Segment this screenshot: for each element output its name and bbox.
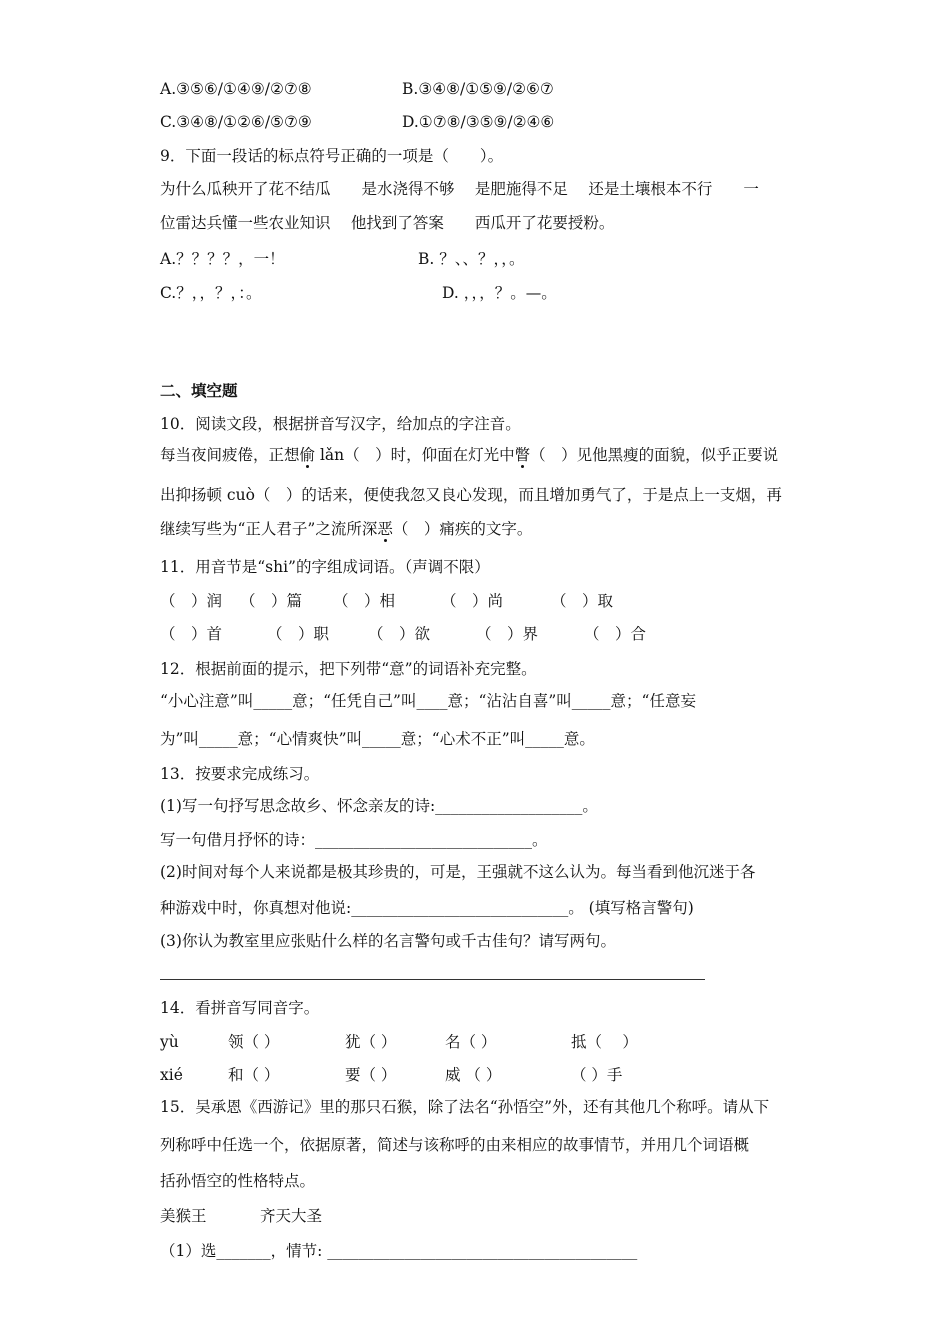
q10-dotted-char: 瞥 (514, 446, 531, 464)
q14-item: 名（ ） (445, 1033, 497, 1051)
q10-text: （ ）痛疾的文字。 (392, 520, 533, 538)
q9-option-d: D. ，，，？。—。 (442, 284, 557, 302)
q9-option-c: C.？，，？，：。 (160, 284, 262, 302)
q11-item: （ ）取 (551, 592, 614, 610)
q13-part-3: (3)你认为教室里应张贴什么样的名言警句或千古佳句？请写两句。 (160, 932, 616, 950)
q13-part-1b: 写一句借月抒怀的诗：____________________________。 (160, 831, 548, 849)
q13-stem: 13．按要求完成练习。 (160, 765, 320, 783)
q11-item: （ ）相 (333, 592, 396, 610)
q12-line-2: 为”叫_____意；“心情爽快”叫_____意；“心术不正”叫_____意。 (160, 730, 595, 748)
section-title: 二、填空题 (160, 382, 238, 400)
q8-option-a: A.③⑤⑥/①④⑨/②⑦⑧ (160, 80, 312, 98)
q14-item: 抵（ ） (571, 1033, 638, 1051)
q13-part-1: (1)写一句抒写思念故乡、怀念亲友的诗:___________________。 (160, 797, 598, 815)
q14-item: 要（ ） (345, 1066, 397, 1084)
q10-passage-line-1 (160, 444, 778, 466)
q10-text: 每当夜间疲倦，正想 (160, 446, 300, 464)
q11-item: （ ）界 (476, 625, 539, 643)
answer-line (160, 979, 705, 980)
q10-passage-line-2: 出抑扬顿 cuò（ ）的话来，便使我忽又良心发现，而且增加勇气了，于是点上一支烟，再 (160, 486, 782, 504)
q10-stem: 10．阅读文段，根据拼音写汉字，给加点的字注音。 (160, 415, 521, 433)
q14-item: 和（ ） (228, 1066, 280, 1084)
q10-dotted-char: 偷 (299, 446, 316, 464)
q11-item: （ ）欲 (368, 625, 431, 643)
q14-item: （ ）手 (571, 1066, 623, 1084)
q11-item: （ ）篇 (240, 592, 303, 610)
q11-item: （ ）尚 (441, 592, 504, 610)
q8-option-d: D.①⑦⑧/③⑤⑨/②④⑥ (402, 113, 555, 131)
q9-option-b: B. ？、、？，，。 (418, 250, 525, 268)
q8-option-c: C.③④⑧/①②⑥/⑤⑦⑨ (160, 113, 312, 131)
q14-stem: 14．看拼音写同音字。 (160, 999, 320, 1017)
q15-option: 美猴王 (160, 1207, 207, 1225)
q10-text: lǎn（ ）时，仰面在灯光中 (315, 446, 515, 464)
q14-pinyin: yù (160, 1033, 179, 1051)
q10-dotted-char: 恶 (377, 520, 393, 538)
q14-pinyin: xié (160, 1066, 183, 1084)
q9-option-a: A.？？？？，一！ (160, 250, 285, 268)
q15-line-2: 列称呼中任选一个，依据原著，简述与该称呼的由来相应的故事情节，并用几个词语概 (160, 1136, 750, 1154)
q15-line-3: 括孙悟空的性格特点。 (160, 1172, 316, 1190)
q8-option-b: B.③④⑧/①⑤⑨/②⑥⑦ (402, 80, 554, 98)
q10-text: 继续写些为“正人君子”之流所深 (160, 520, 378, 538)
q15-option: 齐天大圣 (260, 1207, 323, 1225)
q9-text-line-2: 位雷达兵懂一些农业知识 他找到了答案 西瓜开了花要授粉。 (160, 214, 615, 232)
q11-stem: 11．用音节是“shi”的字组成词语。（声调不限） (160, 558, 490, 576)
q11-item: （ ）润 (160, 592, 223, 610)
q14-item: 威 （ ） (445, 1066, 502, 1084)
q10-text: （ ）见他黑瘦的面貌，似乎正要说 (530, 446, 779, 464)
q13-part-2-line-1: (2)时间对每个人来说都是极其珍贵的，可是，王强就不这么认为。每当看到他沉迷于各 (160, 863, 756, 881)
q12-line-1: “小心注意”叫_____意；“任凭自己”叫____意；“沾沾自喜”叫_____意；“任意妄 (160, 692, 696, 710)
q9-text-line-1: 为什么瓜秧开了花不结瓜 是水浇得不够 是肥施得不足 还是土壤根本不行 一 (160, 180, 759, 198)
q13-part-2-line-2: 种游戏中时，你真想对他说:____________________________。 (填写格言警句) (160, 899, 694, 917)
q9-stem: 9．下面一段话的标点符号正确的一项是（ ）。 (160, 147, 504, 165)
q15-answer-line: （1）选_______，情节: ________________________________________ (160, 1242, 638, 1260)
q11-item: （ ）首 (160, 625, 223, 643)
q11-item: （ ）职 (267, 625, 330, 643)
q11-item: （ ）合 (584, 625, 647, 643)
q15-line-1: 15．吴承恩《西游记》里的那只石猴，除了法名“孙悟空”外，还有其他几个称呼。请从下 (160, 1098, 770, 1116)
q12-stem: 12．根据前面的提示，把下列带“意”的词语补充完整。 (160, 660, 537, 678)
q14-item: 犹（ ） (345, 1033, 397, 1051)
q10-passage-line-3 (160, 518, 532, 540)
q14-item: 领（ ） (228, 1033, 280, 1051)
